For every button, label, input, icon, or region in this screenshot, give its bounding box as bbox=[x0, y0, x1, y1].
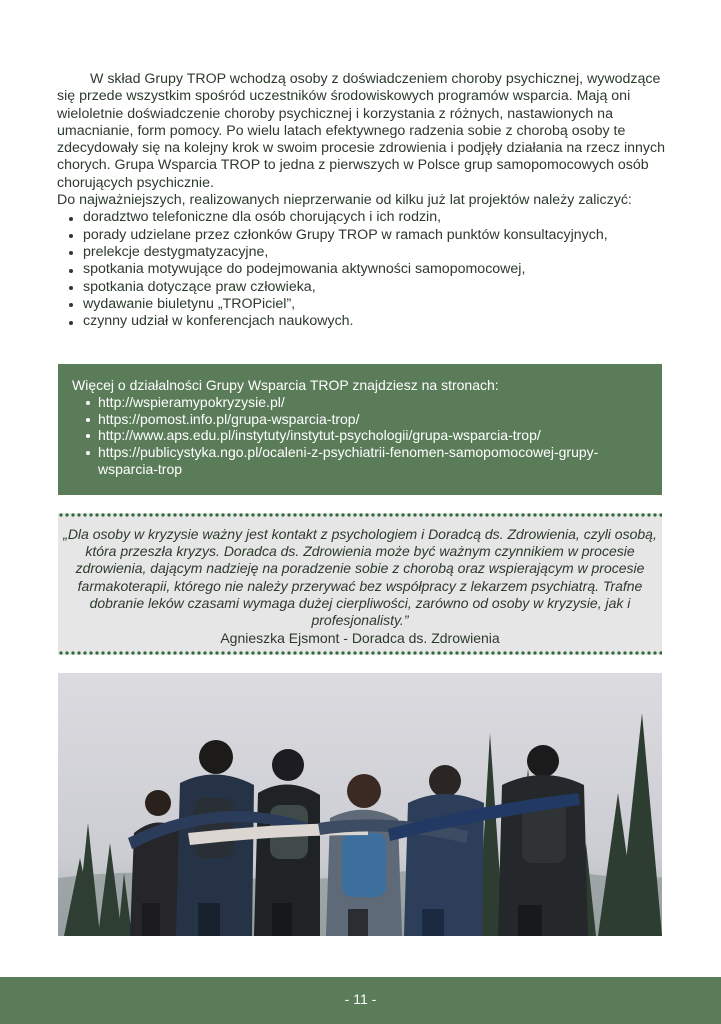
list-item: doradztwo telefoniczne dla osób chorujących i ich rodzin, bbox=[57, 209, 667, 226]
link-item[interactable]: https://pomost.info.pl/grupa-wsparcia-trop/ bbox=[72, 411, 648, 428]
projects-list bbox=[57, 209, 667, 330]
links-list bbox=[72, 394, 648, 478]
group-hug-illustration bbox=[58, 673, 662, 936]
page-number: - 11 - bbox=[344, 991, 377, 1007]
list-item: prelekcje destygmatyzacyjne, bbox=[57, 244, 667, 261]
projects-lead: Do najważniejszych, realizowanych nieprzerwanie od kilku już lat projektów należy zaliczyć: bbox=[57, 192, 632, 209]
list-item: czynny udział w konferencjach naukowych. bbox=[57, 313, 667, 330]
footer-bar bbox=[0, 977, 721, 1024]
list-item: spotkania motywujące do podejmowania aktywności samopomocowej, bbox=[57, 261, 667, 278]
intro-section bbox=[57, 71, 667, 330]
dotted-border-top bbox=[58, 513, 662, 517]
intro-paragraph: W skład Grupy TROP wchodzą osoby z doświadczeniem choroby psychicznej, wywodzące się przede wszystkim spośród uczestników środowiskowych programów wsparcia. Mają oni wieloletnie doświadczenie choroby psychicznej i korzystania z różnych, nastawionych na umacnianie, form pomocy. Po wielu latach efektywnego radzenia sobie z chorobą osoby te zdecydowały się na kolejny krok w swoim procesie zdrowienia i podjęły działania na rzecz innych chorych. Grupa Wsparcia TROP to jedna z pierwszych w Polsce grup samopomocowych osób chorujących psychicznie. bbox=[57, 71, 665, 191]
links-box bbox=[58, 364, 662, 495]
quote-text: „Dla osoby w kryzysie ważny jest kontakt z psychologiem i Doradcą ds. Zdrowienia, czyli osobą, która przeszła kryzys. Doradca ds. Zdrowienia może być ważnym czynnikiem w procesie zdrowienia, dającym nadzieję na poradzenie sobie z chorobą oraz wspierającym w procesie farmakoterapii, którego nie należy przerywać bez współpracy z lekarzem psychiatrą. Trafne dobranie leków czasami wymaga dużej cierpliwości, zarówno od osoby w kryzysie, jak i profesjonalisty.” bbox=[63, 526, 657, 629]
quote-author: Agnieszka Ejsmont - Doradca ds. Zdrowienia bbox=[220, 630, 500, 646]
quote-box bbox=[58, 513, 662, 655]
links-heading: Więcej o działalności Grupy Wsparcia TROP znajdziesz na stronach: bbox=[72, 377, 499, 393]
list-item: wydawanie biuletynu „TROPiciel”, bbox=[57, 296, 667, 313]
link-item[interactable]: http://wspieramypokryzysie.pl/ bbox=[72, 394, 648, 411]
link-item[interactable]: https://publicystyka.ngo.pl/ocaleni-z-psychiatrii-fenomen-samopomocowej-grupy-wsparcia-trop bbox=[72, 444, 648, 478]
link-item[interactable]: http://www.aps.edu.pl/instytuty/instytut-psychologii/grupa-wsparcia-trop/ bbox=[72, 427, 648, 444]
dotted-border-bottom bbox=[58, 651, 662, 655]
list-item: spotkania dotyczące praw człowieka, bbox=[57, 279, 667, 296]
group-photo bbox=[58, 673, 662, 936]
list-item: porady udzielane przez członków Grupy TROP w ramach punktów konsultacyjnych, bbox=[57, 227, 667, 244]
